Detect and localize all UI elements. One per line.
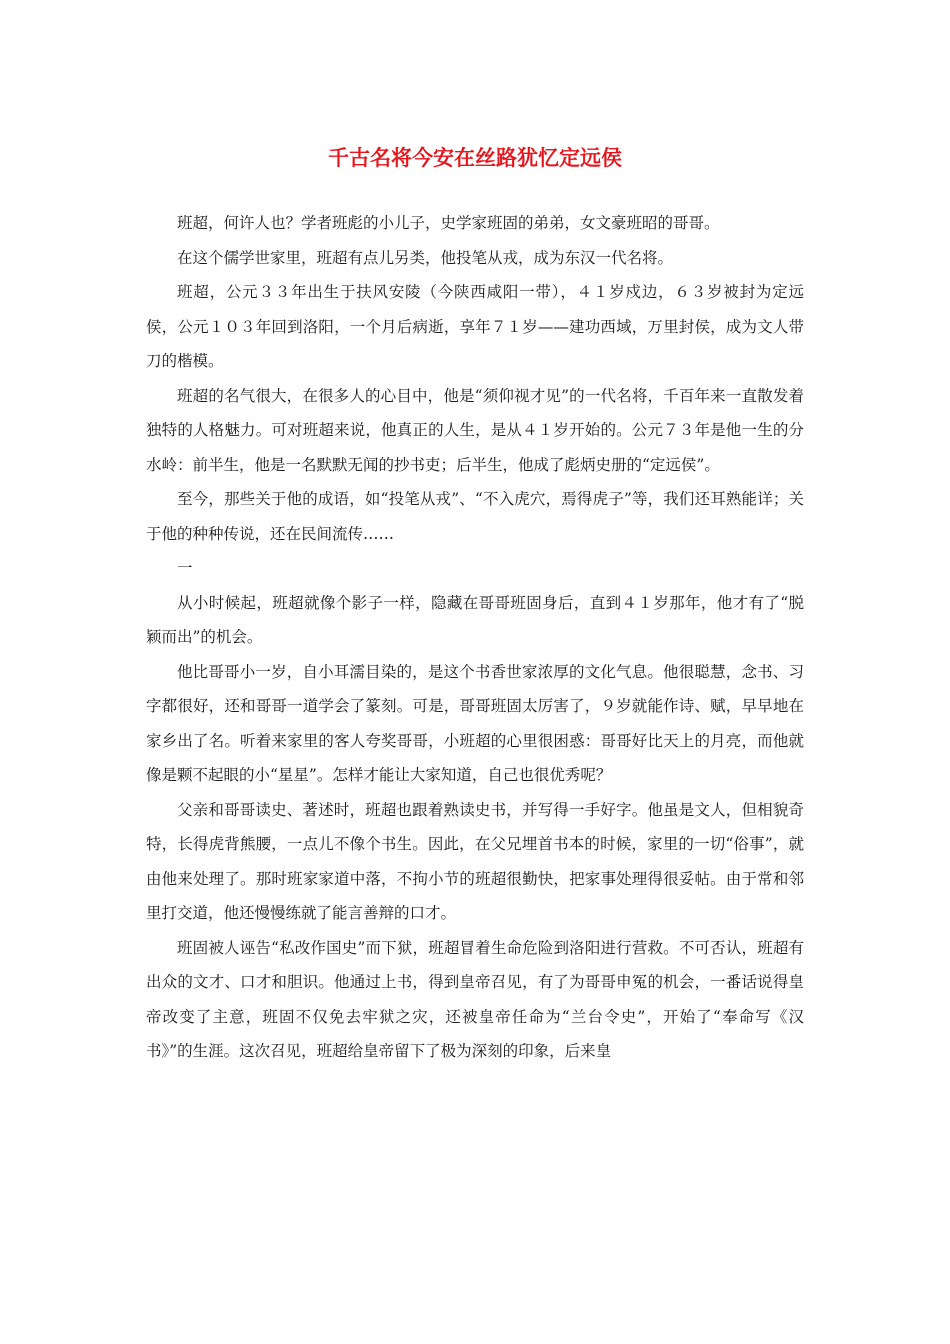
paragraph: 在这个儒学世家里，班超有点儿另类，他投笔从戎，成为东汉一代名将。	[177, 248, 674, 267]
section-number: 一	[177, 559, 193, 577]
paragraph: 父亲和哥哥读史、著述时，班超也跟着熟读史书，并写得一手好字。他虽是文人，但相貌奇特，长得虎背熊腰，一点儿不像个书生。因此，在父兄埋首书本的时候，家里的一切“俗事”，就由他来处理了。那时班家家道中落，不拘小节的班超很勤快，把家事处理得很妥帖。由于常和邻里打交道，他还慢慢练就了能言善辩的口才。	[146, 800, 804, 922]
paragraph: 班超的名气很大，在很多人的心目中，他是“须仰视才见”的一代名将，千百年来一直散发着独特的人格魅力。可对班超来说，他真正的人生，是从４１岁开始的。公元７３年是他一生的分水岭：前半生，他是一名默默无闻的抄书吏；后半生，他成了彪炳史册的“定远侯”。	[146, 386, 804, 474]
paragraph: 班超，何许人也？学者班彪的小儿子，史学家班固的弟弟，女文豪班昭的哥哥。	[177, 214, 720, 232]
document-body	[146, 206, 804, 1069]
paragraph: 他比哥哥小一岁，自小耳濡目染的，是这个书香世家浓厚的文化气息。他很聪慧，念书、习字都很好，还和哥哥一道学会了篆刻。可是，哥哥班固太厉害了，９岁就能作诗、赋，早早地在家乡出了名。听着来家里的客人夸奖哥哥，小班超的心里很困惑：哥哥好比天上的月亮，而他就像是颗不起眼的小“星星”。怎样才能让大家知道，自己也很优秀呢？	[146, 662, 804, 784]
document-title: 千古名将今安在丝路犹忆定远侯	[328, 145, 622, 170]
paragraph: 至今，那些关于他的成语，如“投笔从戎”、“不入虎穴，焉得虎子”等，我们还耳熟能详；关于他的种种传说，还在民间流传……	[146, 490, 804, 543]
paragraph: 班超，公元３３年出生于扶风安陵（今陕西咸阳一带），４１岁戍边，６３岁被封为定远侯，公元１０３年回到洛阳，一个月后病逝，享年７１岁——建功西域，万里封侯，成为文人带刀的楷模。	[146, 283, 804, 370]
paragraph: 班固被人诬告“私改作国史”而下狱，班超冒着生命危险到洛阳进行营救。不可否认，班超有出众的文才、口才和胆识。他通过上书，得到皇帝召见，有了为哥哥申冤的机会，一番话说得皇帝改变了主意，班固不仅免去牢狱之灾，还被皇帝任命为“兰台令史”，开始了“奉命写《汉书》”的生涯。这次召见，班超给皇帝留下了极为深刻的印象，后来皇	[146, 938, 804, 1060]
paragraph: 从小时候起，班超就像个影子一样，隐藏在哥哥班固身后，直到４１岁那年，他才有了“脱颖而出”的机会。	[146, 593, 804, 646]
